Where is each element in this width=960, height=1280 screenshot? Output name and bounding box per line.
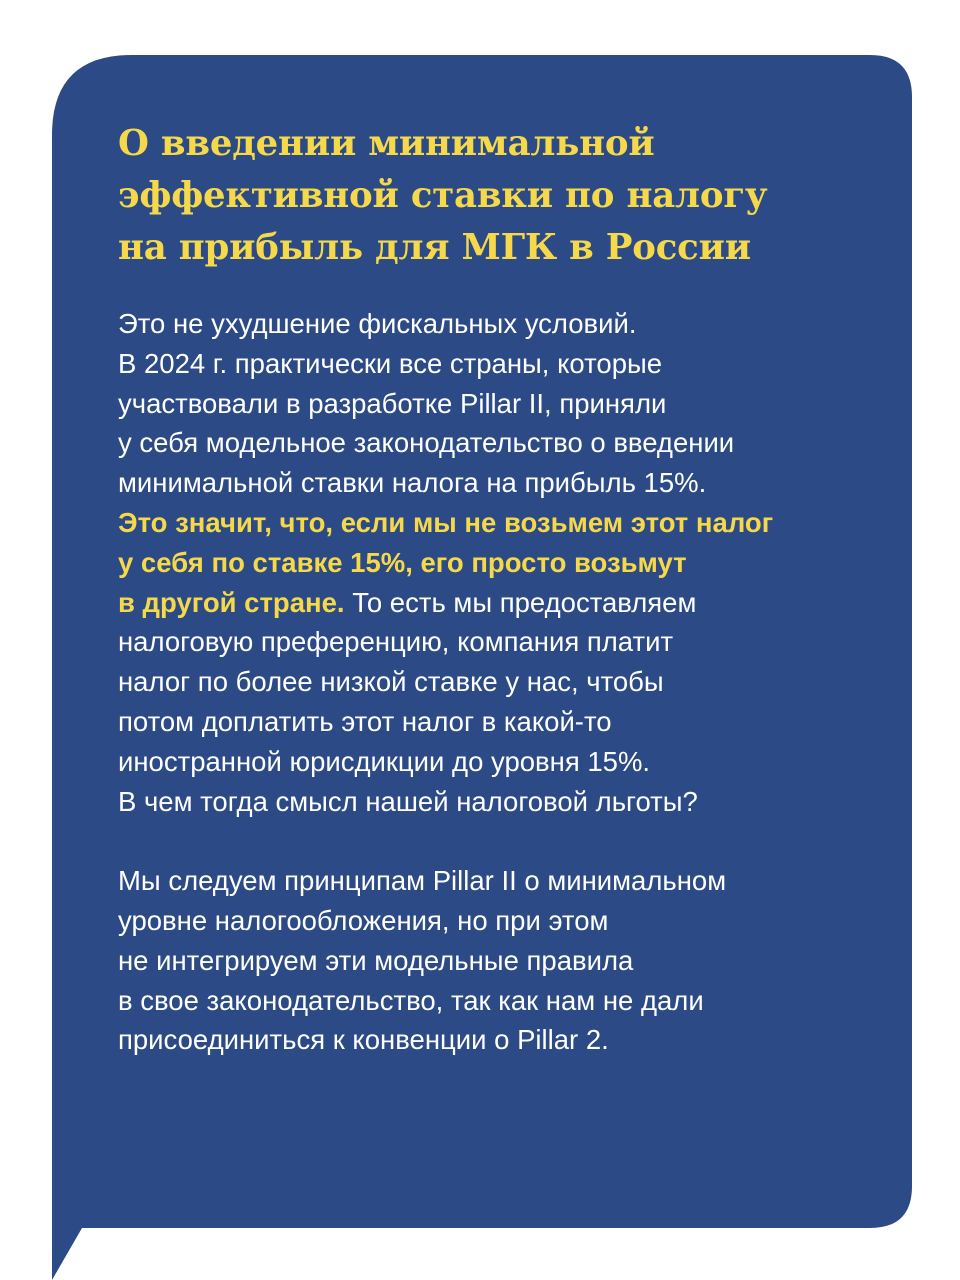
body-line: В 2024 г. практически все страны, которые (118, 347, 663, 379)
body-fragment: То есть мы предоставляем (344, 586, 697, 618)
body-line: присоединиться к конвенции о Pillar 2. (118, 1024, 609, 1056)
mixed-line (118, 583, 878, 623)
highlight-fragment: в другой стране. (118, 586, 345, 618)
speech-bubble (52, 55, 912, 1280)
body-line: минимальной ставки налога на прибыль 15%. (118, 467, 707, 499)
title-line: эффективной ставки по налогу (118, 175, 768, 216)
body-line: В чем тогда смысл нашей налоговой льготы? (118, 785, 698, 817)
body-line: участвовали в разработке Pillar II, приняли (118, 387, 667, 419)
card-content (118, 118, 878, 1060)
title-line: О введении минимальной (118, 123, 655, 164)
body-line: в свое законодательство, так как нам не дали (118, 984, 704, 1016)
body-line: Мы следуем принципам Pillar II о минимальном (118, 865, 727, 897)
card-title (118, 118, 878, 274)
body-line: у себя модельное законодательство о введении (118, 427, 735, 459)
body-line: налог по более низкой ставке у нас, чтобы (118, 666, 664, 698)
highlight-line: Это значит, что, если мы не возьмем этот налог (118, 506, 774, 538)
body-line: налоговую преференцию, компания платит (118, 626, 674, 658)
paragraph-gap (118, 821, 878, 861)
body-line: Это не ухудшение фискальных условий. (118, 308, 637, 339)
highlight-line: у себя по ставке 15%, его просто возьмут (118, 546, 687, 578)
body-line: уровне налогообложения, но при этом (118, 904, 609, 936)
body-line: иностранной юрисдикции до уровня 15%. (118, 745, 651, 777)
body-line: потом доплатить этот налог в какой-то (118, 705, 612, 737)
title-line: на прибыль для МГК в России (118, 227, 751, 268)
body-text (118, 304, 878, 1060)
body-line: не интегрируем эти модельные правила (118, 944, 634, 976)
